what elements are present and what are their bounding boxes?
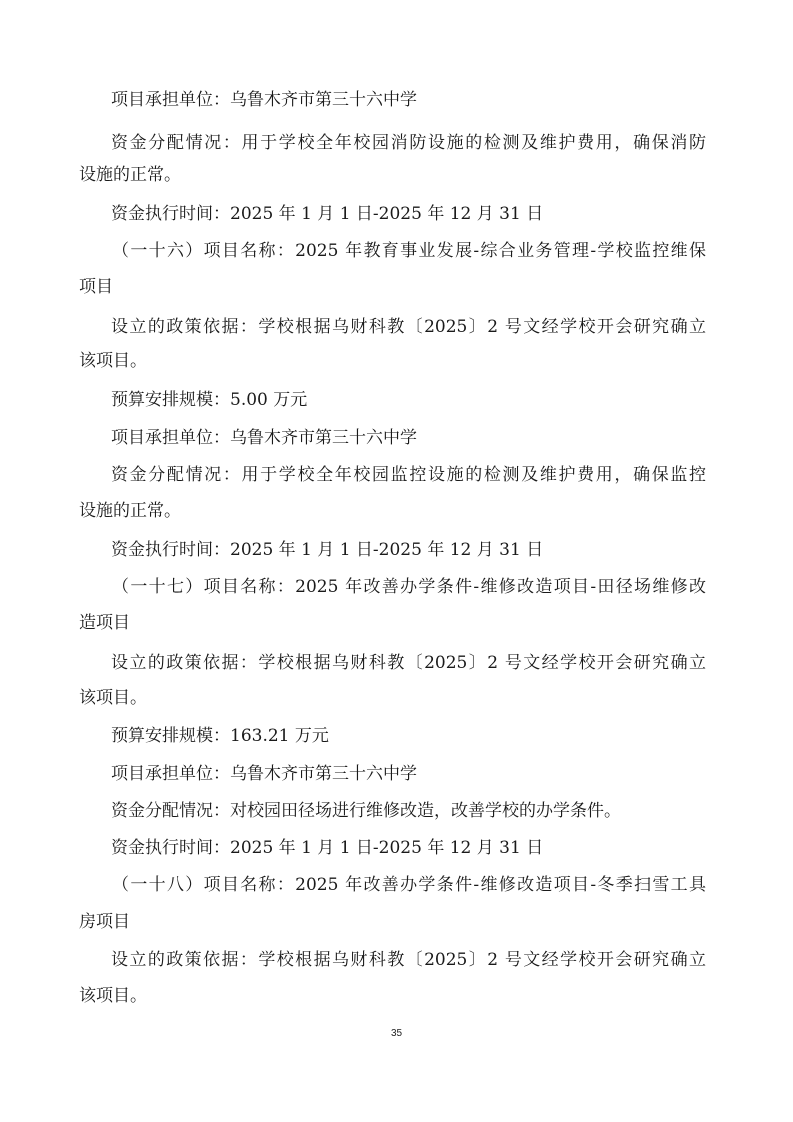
text-line: 资金执行时间：2025 年 1 月 1 日-2025 年 12 月 31 日 <box>111 540 544 560</box>
page-number: 35 <box>390 1028 403 1039</box>
text-line: 设施的正常。 <box>79 501 181 521</box>
text-line: 设施的正常。 <box>79 165 181 185</box>
text-line: （一十七）项目名称：2025 年改善办学条件-维修改造项目-田径场维修改 <box>112 577 706 597</box>
text-line: 该项目。 <box>79 688 147 708</box>
text-line: 预算安排规模：5.00 万元 <box>111 390 308 410</box>
text-line: 资金分配情况：对校园田径场进行维修改造，改善学校的办学条件。 <box>111 801 621 821</box>
text-line: 设立的政策依据：学校根据乌财科教〔2025〕2 号文经学校开会研究确立 <box>111 950 706 970</box>
text-line: 资金执行时间：2025 年 1 月 1 日-2025 年 12 月 31 日 <box>111 838 544 858</box>
text-line: 该项目。 <box>79 351 147 371</box>
text-line: 造项目 <box>79 613 130 633</box>
text-line: 预算安排规模：163.21 万元 <box>111 726 329 746</box>
text-line: 设立的政策依据：学校根据乌财科教〔2025〕2 号文经学校开会研究确立 <box>111 653 706 673</box>
text-line: 项目承担单位：乌鲁木齐市第三十六中学 <box>111 428 417 448</box>
text-line: 资金分配情况：用于学校全年校园监控设施的检测及维护费用，确保监控 <box>111 465 706 485</box>
text-line: 项目承担单位：乌鲁木齐市第三十六中学 <box>111 764 417 784</box>
text-line: 资金执行时间：2025 年 1 月 1 日-2025 年 12 月 31 日 <box>111 204 544 224</box>
text-line: 该项目。 <box>79 986 147 1006</box>
text-line: （一十六）项目名称：2025 年教育事业发展-综合业务管理-学校监控维保 <box>112 241 706 261</box>
text-line: 设立的政策依据：学校根据乌财科教〔2025〕2 号文经学校开会研究确立 <box>111 317 706 337</box>
text-line: 项目 <box>79 277 113 297</box>
text-line: 资金分配情况：用于学校全年校园消防设施的检测及维护费用，确保消防 <box>111 133 706 153</box>
text-line: 房项目 <box>79 912 130 932</box>
text-line: 项目承担单位：乌鲁木齐市第三十六中学 <box>111 90 417 110</box>
text-line: （一十八）项目名称：2025 年改善办学条件-维修改造项目-冬季扫雪工具 <box>112 875 706 895</box>
